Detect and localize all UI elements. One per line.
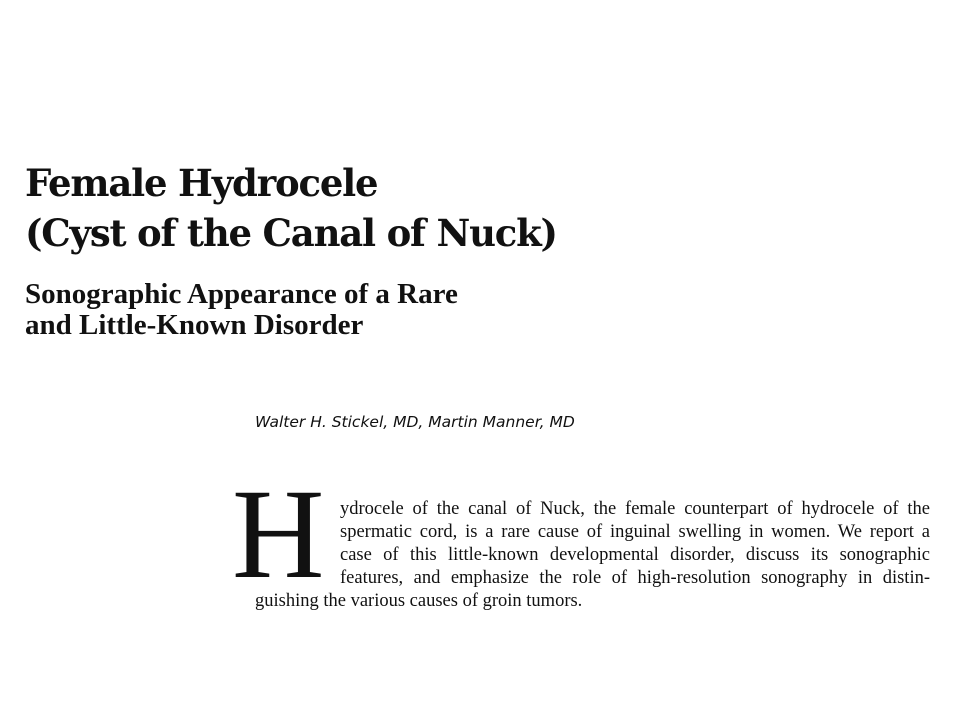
abstract-line: case of this little-known developmental disorder, discuss its sonographic [340, 545, 930, 565]
subtitle-line-1: Sonographic Appearance of a Rare [25, 278, 458, 310]
subtitle-line-2: and Little-Known Disorder [25, 309, 364, 341]
abstract-line: guishing the various causes of groin tumors. [255, 591, 583, 611]
title-line-1: Female Hydrocele [25, 161, 378, 205]
abstract-line: ydrocele of the canal of Nuck, the female counterpart of hydrocele of the [340, 499, 930, 519]
authors: Walter H. Stickel, MD, Martin Manner, MD [255, 413, 575, 431]
drop-cap: H [232, 463, 325, 605]
article-subtitle [25, 279, 458, 341]
abstract-line: features, and emphasize the role of high-resolution sonography in distin- [340, 568, 930, 588]
article-title [25, 158, 557, 258]
title-line-2: (Cyst of the Canal of Nuck) [25, 211, 557, 255]
abstract-line: spermatic cord, is a rare cause of inguinal swelling in women. We report a [340, 522, 930, 542]
